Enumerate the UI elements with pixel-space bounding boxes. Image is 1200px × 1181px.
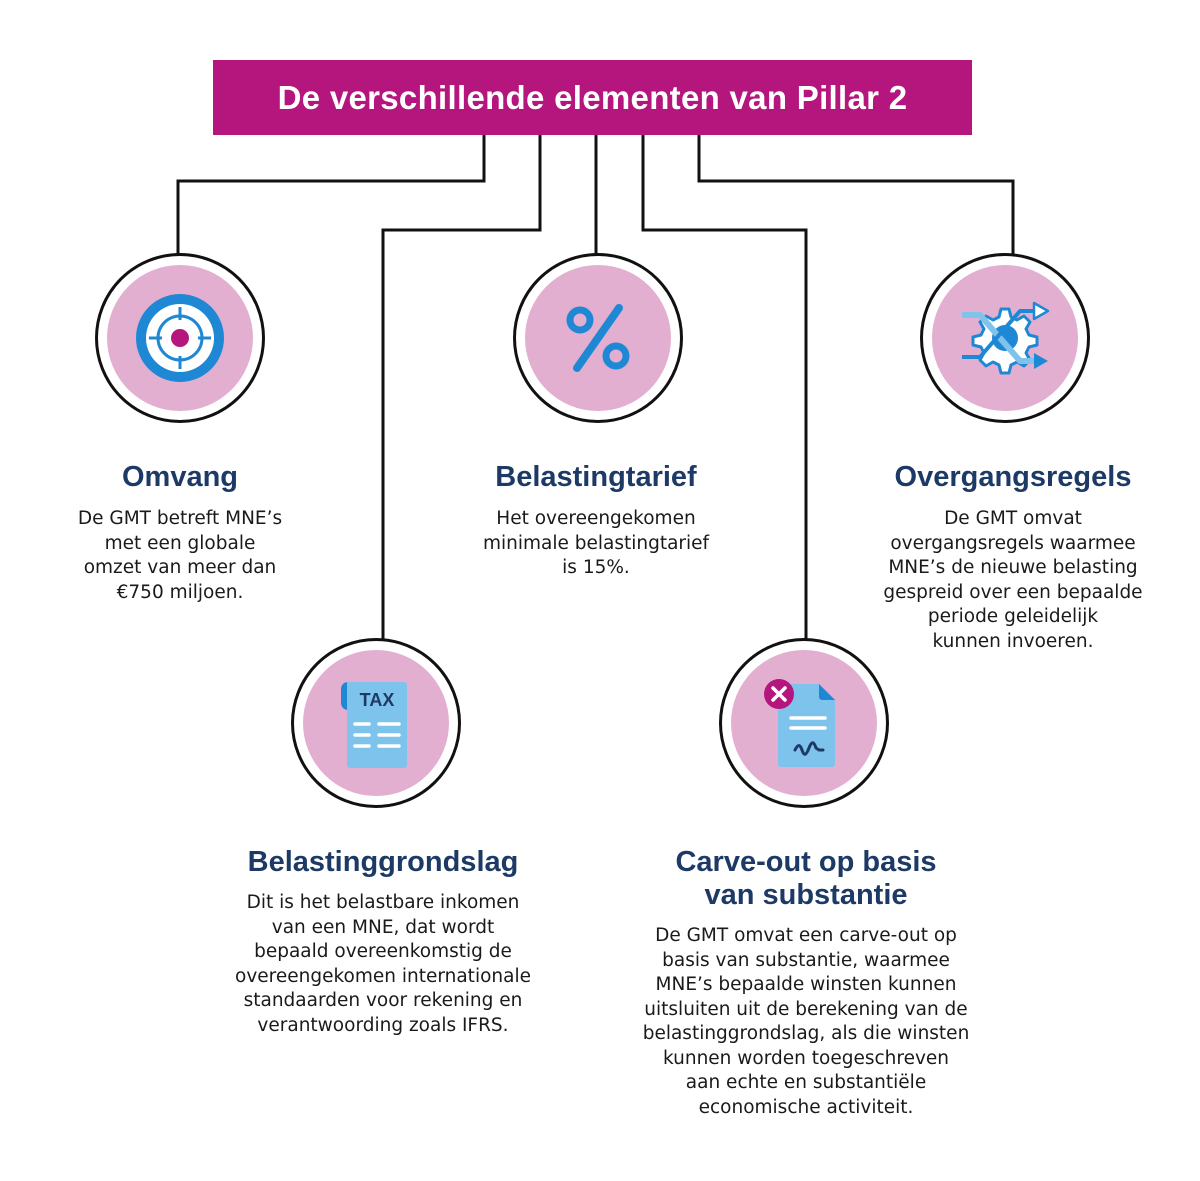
overgangsregels-circle bbox=[920, 253, 1090, 423]
carve-out-circle-fill bbox=[731, 650, 877, 796]
omvang-description: De GMT betreft MNE’s met een globale omzet van meer dan €750 miljoen. bbox=[77, 508, 283, 603]
connector-overgangsregels bbox=[699, 135, 1013, 254]
belastinggrondslag-circle-fill bbox=[303, 650, 449, 796]
omvang-heading: Omvang bbox=[121, 461, 239, 493]
omvang-circle-fill bbox=[107, 265, 253, 411]
target-icon bbox=[125, 283, 235, 393]
excluded-document-icon bbox=[749, 668, 859, 778]
carve-out-description: De GMT omvat een carve-out op basis van substantie, waarmee MNE’s bepaalde winsten kunnen uitsluiten uit de berekening van de belastinggrondslag, als die winsten kunnen worden toegeschreven aan echte en substantiële economische activiteit. bbox=[642, 925, 970, 1118]
omvang-circle bbox=[95, 253, 265, 423]
page-title: De verschillende elementen van Pillar 2 bbox=[277, 78, 908, 116]
percent-icon bbox=[543, 283, 653, 393]
carve-out-circle bbox=[719, 638, 889, 808]
belastinggrondslag-description: Dit is het belastbare inkomen van een MNE, dat wordt bepaald overeenkomstig de overeengekomen internationale standaarden voor rekening en verantwoording zoals IFRS. bbox=[235, 892, 531, 1036]
belastinggrondslag-heading: Belastinggrondslag bbox=[247, 846, 519, 878]
connector-omvang bbox=[178, 135, 484, 254]
belastingtarief-circle-fill bbox=[525, 265, 671, 411]
tax-label: TAX bbox=[359, 690, 395, 710]
overgangsregels-description: De GMT omvat overgangsregels waarmee MNE’s de nieuwe belasting gespreid over een bepaalde periode geleidelijk kunnen invoeren. bbox=[883, 508, 1143, 652]
overgangsregels-circle-fill bbox=[932, 265, 1078, 411]
tax-document-icon bbox=[321, 668, 431, 778]
belastingtarief-circle bbox=[513, 253, 683, 423]
gear-transition-arrows-icon bbox=[950, 283, 1060, 393]
belastinggrondslag-circle bbox=[291, 638, 461, 808]
belastingtarief-description: Het overeengekomen minimale belastingtarief is 15%. bbox=[482, 508, 710, 578]
title-banner bbox=[213, 60, 972, 135]
belastingtarief-heading: Belastingtarief bbox=[495, 461, 697, 493]
overgangsregels-heading: Overgangsregels bbox=[894, 461, 1132, 493]
carve-out-heading: Carve-out op basis van substantie bbox=[675, 846, 937, 911]
